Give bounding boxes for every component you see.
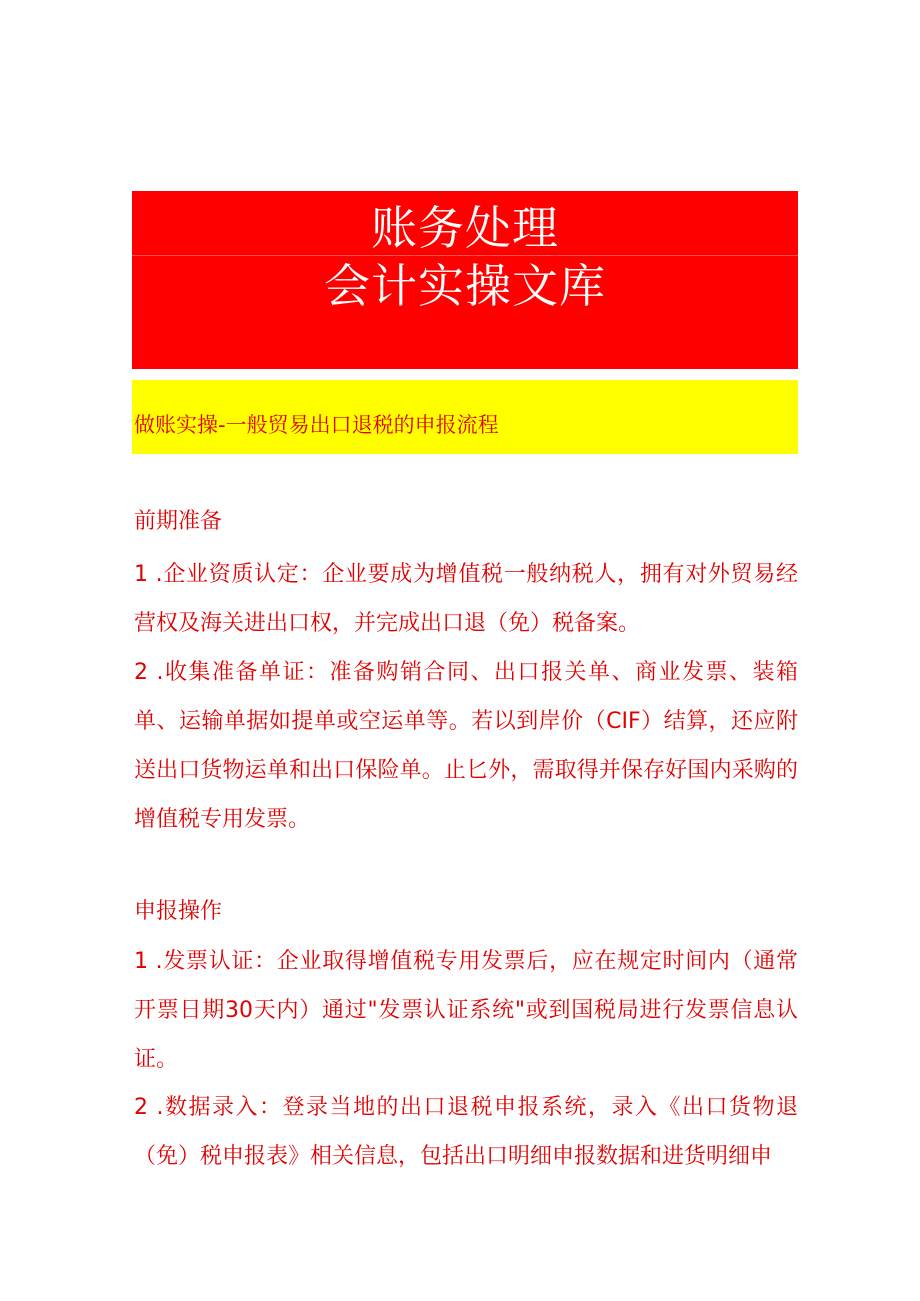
banner-title-line-1: 账务处理 — [371, 201, 559, 255]
list-item-qualification: 1 .企业资质认定：企业要成为增值税一般纳税人，拥有对外贸易经营权及海关进出口权，并完成出口退（免）税备案。 — [134, 562, 798, 636]
list-item-invoice-verification: 1 .发票认证：企业取得增值税专用发票后，应在规定时间内（通常开票日期30天内）通过"发票认证系统"或到国税局进行发票信息认证。 — [134, 949, 798, 1072]
list-item-documents: 2 .收集准备单证：准备购销合同、出口报关单、商业发票、装箱单、运输单据如提单或空运单等。若以到岸价（CIF）结算，还应附送出口货物运单和出口保险单。止匕外，需取得并保存好国内采购的增值税专用发票。 — [134, 660, 798, 832]
banner-title-line-2: 会计实操文库 — [324, 259, 606, 313]
document-subtitle: 做账实操-一般贸易出口退税的申报流程 — [134, 413, 499, 437]
section-title-preparation: 前期准备 — [134, 509, 223, 534]
list-item-data-entry: 2 .数据录入：登录当地的出口退税申报系统，录入《出口货物退（免）税申报表》相关信息，包括出口明细申报数据和进货明细申 — [134, 1095, 798, 1169]
section-title-filing: 申报操作 — [134, 899, 223, 924]
